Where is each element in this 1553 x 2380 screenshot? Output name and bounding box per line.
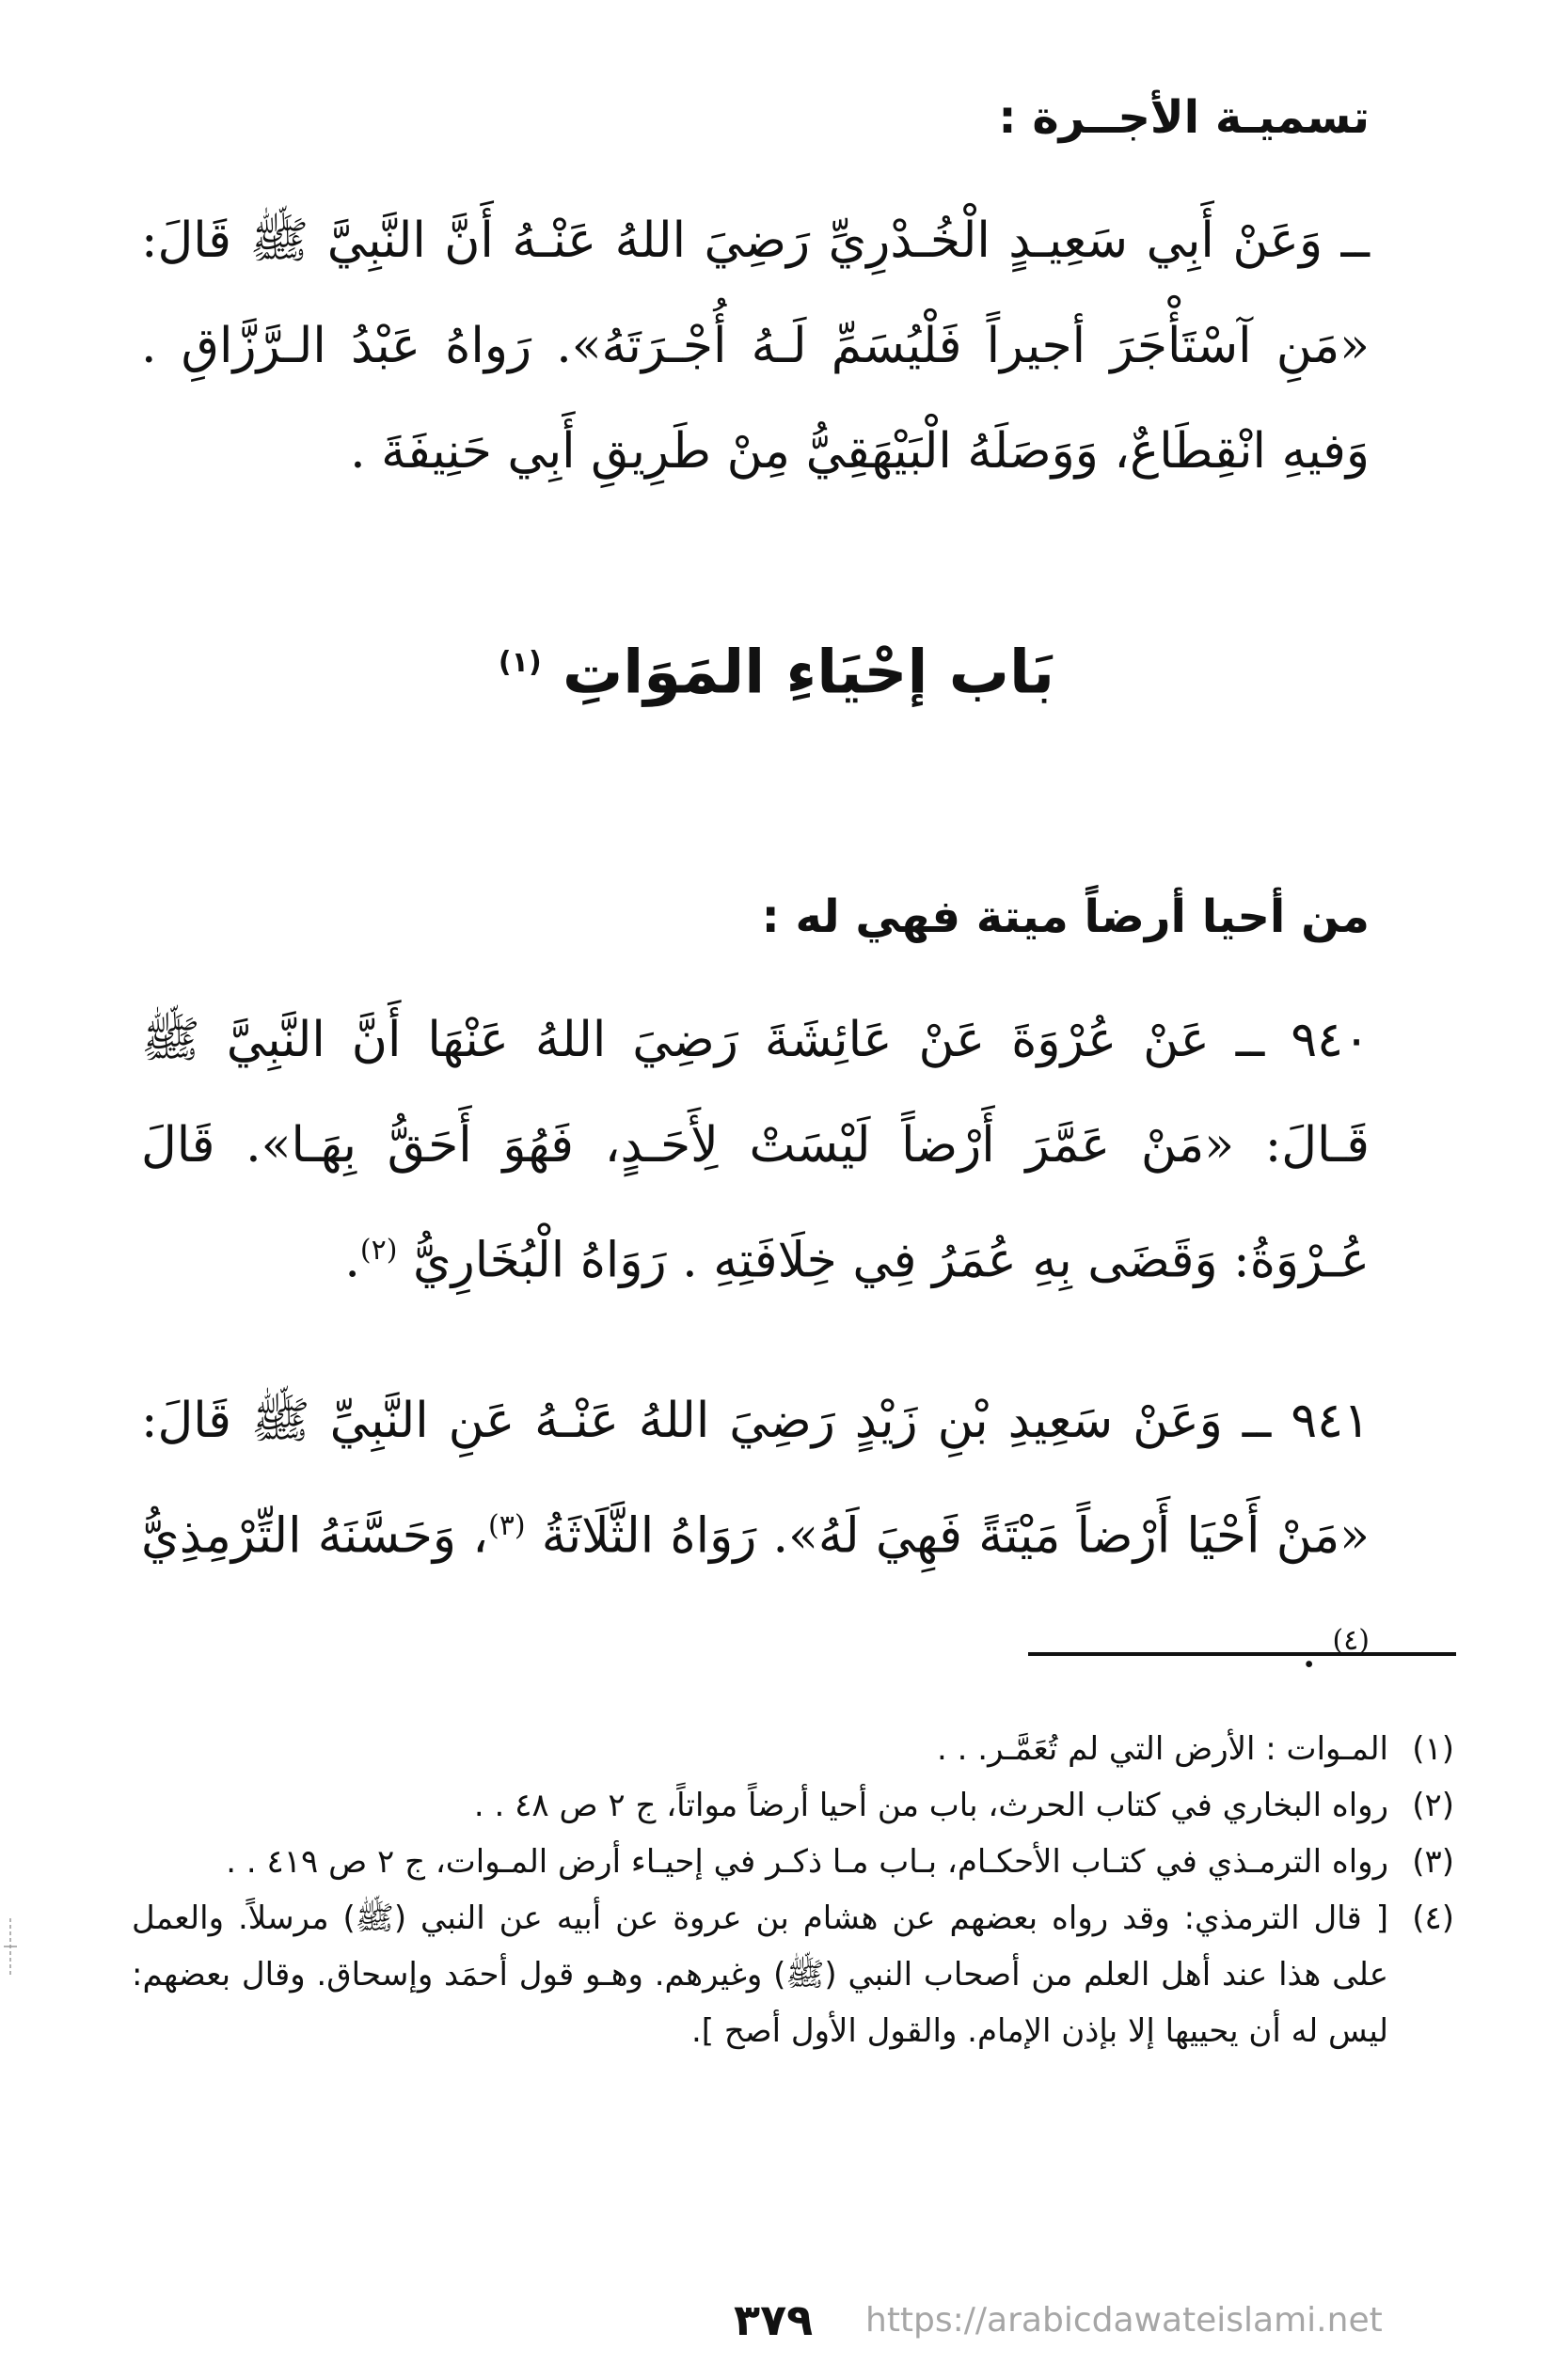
footnote-1 — [132, 1721, 1454, 1777]
hadith-940-text: ٩٤٠ ــ عَنْ عُرْوَةَ عَنْ عَائِشَةَ رَضِيَ اللهُ عَنْهَا أَنَّ النَّبِيَّ ﷺ قَـالَ: «مَنْ عَمَّرَ أَرْضاً لَيْسَتْ لِأَحَـدٍ، فَهُوَ أَحَقُّ بِهَـا». قَالَ عُـرْوَةُ: وَقَضَى بِهِ عُمَرُ فِي خِلَافَتِهِ . رَوَاهُ الْبُخَارِيُّ — [141, 1012, 1370, 1289]
hadith-text: ــ وَعَنْ أَبِي سَعِيـدٍ الْخُـدْرِيِّ رَضِيَ اللهُ عَنْـهُ أَنَّ النَّبِيَّ ﷺ قَالَ: «مَنِ آسْتَأْجَرَ أجيراً فَلْيُسَمِّ لَـهُ أُجْـرَتَهُ». رَواهُ عَبْدُ الـرَّزَّاقِ . وَفيهِ انْقِطَاعٌ، وَوَصَلَهُ الْبَيْهَقِيُّ مِنْ طَرِيقِ أَبِي حَنِيفَةَ . — [141, 213, 1370, 480]
page-footer — [734, 2287, 1449, 2353]
footnote-ref-4[interactable]: (٤) — [1332, 1624, 1370, 1658]
hadith-paragraph-abu-said — [141, 188, 1370, 504]
hadith-941-text: ٩٤١ ــ وَعَنْ سَعِيدِ بْنِ زَيْدٍ رَضِيَ اللهُ عَنْـهُ عَنِ النَّبِيِّ ﷺ قَالَ: «مَنْ أَحْيَا أَرْضاً مَيْتَةً فَهِيَ لَهُ». رَوَاهُ الثَّلَاثَةُ — [141, 1393, 1370, 1565]
footnote-ref-2[interactable]: (٢) — [359, 1234, 398, 1267]
chapter-title — [0, 621, 1553, 715]
hadith-940-paragraph — [141, 987, 1370, 1313]
footnote-number: (٢) — [1412, 1787, 1454, 1824]
page-number: ٣٧٩ — [734, 2294, 814, 2345]
footnote-number: (٤) — [1412, 1899, 1454, 1937]
hadith-940 — [141, 987, 1370, 1313]
watermark-url: https://arabicdawateislami.net — [865, 2301, 1383, 2340]
footnote-separator — [1028, 1652, 1456, 1656]
section-heading-reviving-land: من أحيا أرضاً ميتة فهي له : — [761, 891, 1370, 943]
footnote-text: رواه البخاري في كتاب الحرث، باب من أحيا أرضاً مواتاً، ج ٢ ص ٤٨ . . — [473, 1787, 1388, 1824]
hadith-940-end: . — [344, 1232, 360, 1289]
section-heading-naming-wage: تسميـة الأجــرة : — [998, 91, 1370, 144]
footnote-3 — [132, 1834, 1454, 1890]
footnote-number: (١) — [1412, 1730, 1454, 1768]
hadith-941-middle: ، وَحَسَّنَهُ التِّرْمِذِيُّ — [141, 1507, 488, 1565]
footnote-number: (٣) — [1412, 1843, 1454, 1881]
footnote-4 — [132, 1890, 1454, 2059]
footnote-text: [ قال الترمذي: وقد رواه بعضهم عن هشام بن عروة عن أبيه عن النبي (ﷺ) مرسلاً. والعمل على هذا عند أهل العلم من أصحاب النبي (ﷺ) وغيرهم. وهـو قول أحمَد وإسحاق. وقال بعضهم: ليس له أن يحييها إلا بإذن الإمام. والقول الأول أصح ]. — [132, 1899, 1388, 2050]
footnote-ref-3[interactable]: (٣) — [488, 1509, 526, 1542]
hadith-941-end: . — [1301, 1622, 1317, 1679]
footnote-text: رواه الترمـذي في كتـاب الأحكـام، بـاب مـا ذكـر في إحيـاء أرض المـوات، ج ٢ ص ٤١٩ . . — [226, 1843, 1388, 1881]
scan-mark-icon — [4, 1918, 17, 1975]
chapter-title-text: بَاب إحْيَاءِ المَوَاتِ — [562, 638, 1055, 708]
footnote-text: المـوات : الأرض التي لم تُعَمَّـر. . . — [937, 1730, 1388, 1768]
footnote-2 — [132, 1777, 1454, 1834]
footnotes — [132, 1721, 1454, 2059]
footnote-ref-1[interactable]: (١) — [498, 646, 542, 679]
